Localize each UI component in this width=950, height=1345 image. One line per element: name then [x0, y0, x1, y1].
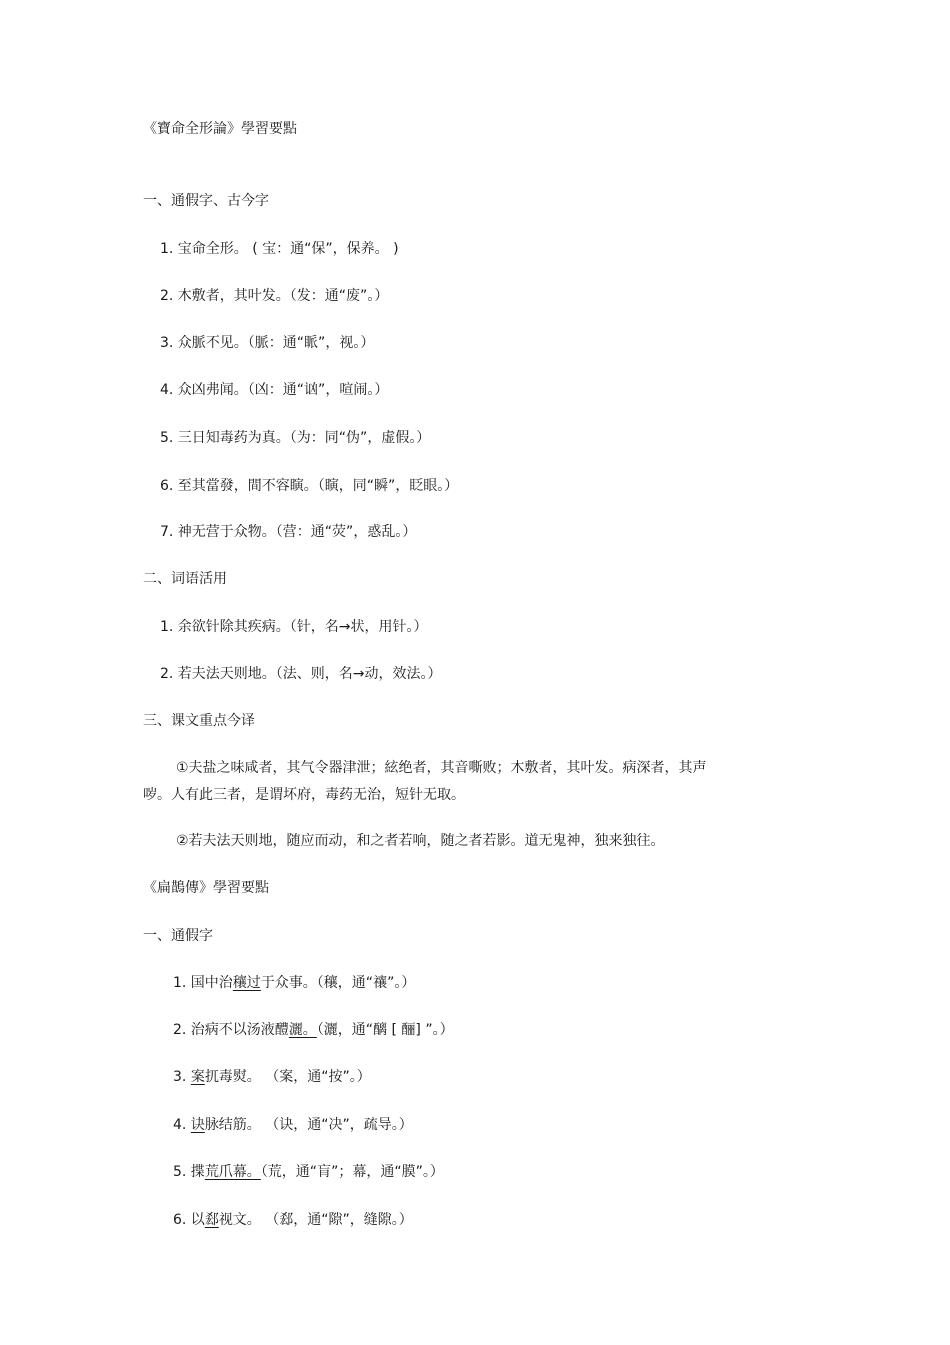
doc1-title: 《寶命全形論》學習要點	[143, 121, 297, 137]
doc2-section1-item-5	[173, 1162, 444, 1182]
item-note: 视文。 （郄，通“隙”，缝隙。）	[218, 1212, 413, 1228]
doc1-section2-item-1: 1. 余欲针除其疾病。（针，名→状，用针。）	[160, 619, 428, 635]
doc2-section1-item-6	[173, 1210, 413, 1230]
doc1-section3-paragraph-1-line-1: ①夫盐之味咸者，其气令器津泄；絃绝者，其音嘶败；木敷者，其叶发。病深者，其声	[176, 760, 707, 776]
item-text: 5. 揲	[173, 1164, 205, 1180]
doc2-section1-item-1	[173, 973, 415, 993]
doc2-title: 《扁鵲傳》學習要點	[143, 880, 269, 896]
doc2-section1-item-3	[173, 1067, 371, 1087]
item-text: 3.	[173, 1069, 191, 1085]
item-text: 6. 以	[173, 1212, 205, 1228]
doc1-section1-item-4: 4. 众凶弗闻。（凶：通“讻”，喧闹。）	[160, 382, 389, 398]
doc1-section1-item-3: 3. 众脈不见。（脈：通“眽”，视。）	[160, 335, 375, 351]
doc1-section1-item-7: 7. 神无营于众物。（营：通“荧”，惑乱。）	[160, 524, 417, 540]
doc1-section3-paragraph-2: ②若夫法天则地，随应而动，和之者若响，随之者若影。道无鬼神，独来独往。	[176, 833, 665, 849]
underlined-term: 穰过	[232, 975, 261, 991]
underlined-term: 灑。	[288, 1022, 317, 1038]
item-text: 4.	[173, 1117, 191, 1133]
underlined-term: 郄	[204, 1212, 219, 1228]
doc1-section2-item-2: 2. 若夫法天则地。（法、则，名→动，效法。）	[160, 666, 442, 682]
item-text: 2. 治病不以汤液醴	[173, 1022, 289, 1038]
item-note: 扤毒熨。 （案，通“按”。）	[204, 1069, 371, 1085]
underlined-term: 荒爪幕。	[204, 1164, 261, 1180]
underlined-term: 诀	[190, 1117, 205, 1133]
doc2-section1-item-2	[173, 1020, 454, 1040]
item-note: （灑，通“醨 [ 酾] ”。）	[316, 1022, 454, 1038]
doc2-section1-item-4	[173, 1115, 413, 1135]
doc1-section1-heading: 一、通假字、古今字	[143, 193, 269, 209]
item-note: 于众事。（穰，通“禳”。）	[260, 975, 416, 991]
doc1-section1-item-5: 5. 三日知毒药为真。（为：同“伪”，虚假。）	[160, 430, 431, 446]
doc2-section1-heading: 一、通假字	[143, 928, 213, 944]
underlined-term: 案	[190, 1069, 205, 1085]
doc1-section1-item-1: 1. 宝命全形。 ( 宝：通“保”，保养。 )	[160, 241, 399, 257]
doc1-section3-heading: 三、课文重点今译	[143, 713, 255, 729]
item-note: 脉结筋。 （诀，通“决”，疏导。）	[204, 1117, 413, 1133]
doc1-section3-paragraph-1-line-2: 哕。人有此三者，是谓坏府，毒药无治，短针无取。	[143, 787, 465, 803]
doc1-section2-heading: 二、词语活用	[143, 571, 227, 587]
item-text: 1. 国中治	[173, 975, 233, 991]
doc1-section1-item-6: 6. 至其當發，間不容瞚。（瞚，同“瞬”，眨眼。）	[160, 478, 459, 494]
item-note: （荒，通“肓”；幕，通“膜”。）	[260, 1164, 444, 1180]
doc1-section1-item-2: 2. 木敷者，其叶发。（发：通“废”。）	[160, 288, 389, 304]
